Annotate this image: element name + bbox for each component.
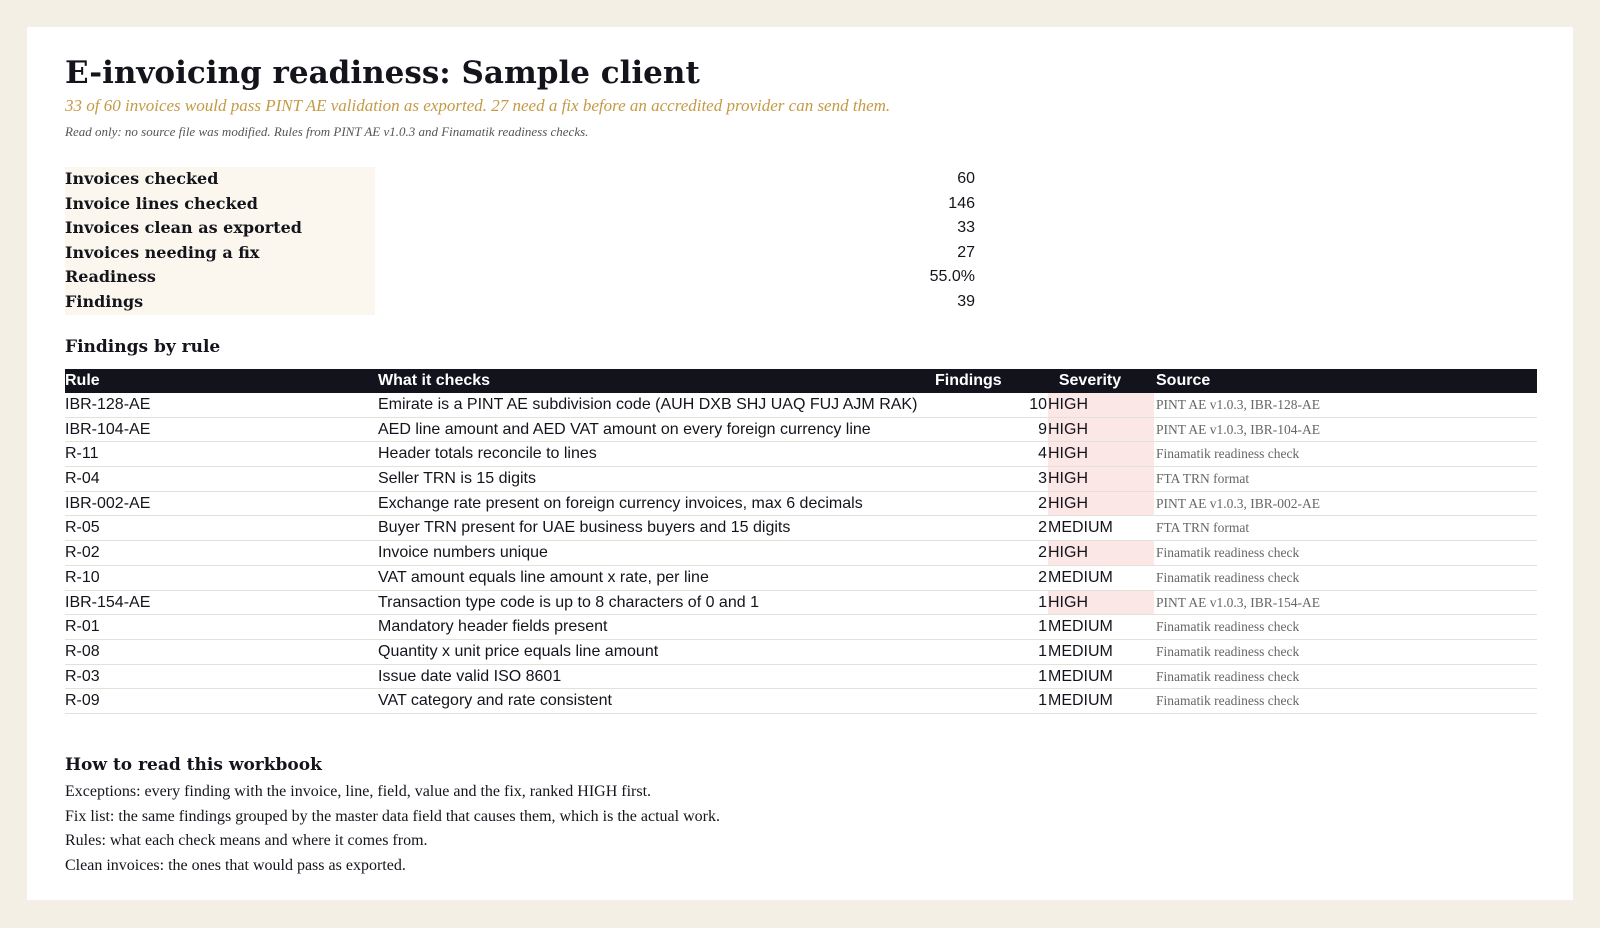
howto-line: Clean invoices: the ones that would pass as exported. <box>65 856 406 874</box>
table-header <box>65 369 1537 393</box>
what-cell: Header totals reconcile to lines <box>378 445 597 463</box>
source-cell: Finamatik readiness check <box>1156 693 1300 709</box>
rule-cell: R-02 <box>65 544 100 562</box>
table-row <box>65 467 1537 492</box>
findings-cell: 1 <box>1038 667 1047 685</box>
table-body <box>65 393 1537 714</box>
column-header-severity: Severity <box>1058 372 1122 389</box>
findings-cell: 1 <box>1038 618 1047 636</box>
summary-label: Invoices needing a fix <box>65 241 375 266</box>
what-cell: Invoice numbers unique <box>378 544 548 562</box>
summary-row <box>65 265 975 290</box>
summary-value: 39 <box>957 292 975 310</box>
rule-cell: R-10 <box>65 568 100 586</box>
column-header-what: What it checks <box>378 372 491 389</box>
rule-cell: R-11 <box>65 445 99 463</box>
rule-cell: R-05 <box>65 519 100 537</box>
findings-cell: 9 <box>1038 420 1047 438</box>
severity-cell: MEDIUM <box>1048 667 1113 685</box>
rule-cell: R-04 <box>65 470 100 488</box>
summary-value: 146 <box>948 194 975 212</box>
report-sheet <box>27 27 1573 900</box>
summary-row <box>65 192 975 217</box>
what-cell: Issue date valid ISO 8601 <box>378 667 562 685</box>
findings-cell: 10 <box>1029 396 1047 413</box>
source-cell: FTA TRN format <box>1156 471 1250 487</box>
rule-cell: IBR-002-AE <box>65 494 151 512</box>
summary-row <box>65 241 975 266</box>
findings-cell: 2 <box>1038 494 1047 512</box>
severity-cell: MEDIUM <box>1048 568 1113 586</box>
severity-cell: HIGH <box>1048 442 1154 466</box>
severity-cell: HIGH <box>1048 492 1154 516</box>
summary-value: 55.0% <box>929 268 975 286</box>
table-row <box>65 689 1537 714</box>
findings-cell: 3 <box>1038 470 1047 488</box>
summary-table <box>65 167 975 315</box>
howto-line: Fix list: the same findings grouped by the master data field that causes them, which is the actual work. <box>65 807 720 825</box>
page-title: E-invoicing readiness: Sample client <box>65 55 700 91</box>
what-cell: VAT category and rate consistent <box>378 692 612 710</box>
source-cell: PINT AE v1.0.3, IBR-104-AE <box>1156 421 1320 437</box>
findings-cell: 1 <box>1038 593 1047 611</box>
what-cell: Quantity x unit price equals line amount <box>378 642 659 660</box>
summary-label: Invoices checked <box>65 167 375 192</box>
severity-cell: HIGH <box>1048 418 1154 442</box>
summary-value: 33 <box>957 219 975 237</box>
source-cell: Finamatik readiness check <box>1156 668 1300 684</box>
what-cell: Mandatory header fields present <box>378 618 608 636</box>
what-cell: Seller TRN is 15 digits <box>378 470 536 488</box>
source-cell: PINT AE v1.0.3, IBR-002-AE <box>1156 495 1320 511</box>
findings-cell: 2 <box>1038 568 1047 586</box>
source-cell: PINT AE v1.0.3, IBR-154-AE <box>1156 594 1320 610</box>
table-row <box>65 492 1537 517</box>
findings-cell: 4 <box>1038 445 1047 463</box>
howto-line: Exceptions: every finding with the invoice, line, field, value and the fix, ranked HIGH first. <box>65 783 652 800</box>
rule-cell: IBR-104-AE <box>65 420 151 438</box>
table-row <box>65 566 1537 591</box>
column-header-rule: Rule <box>65 372 100 389</box>
rule-cell: R-03 <box>65 667 100 685</box>
severity-cell: MEDIUM <box>1048 642 1113 660</box>
rule-cell: IBR-128-AE <box>65 396 151 413</box>
summary-label: Readiness <box>65 265 375 290</box>
source-cell: Finamatik readiness check <box>1156 619 1300 635</box>
table-row <box>65 442 1537 467</box>
table-row <box>65 665 1537 690</box>
summary-row <box>65 167 975 192</box>
what-cell: Exchange rate present on foreign currency invoices, max 6 decimals <box>378 494 863 512</box>
source-cell: Finamatik readiness check <box>1156 643 1300 659</box>
table-row <box>65 541 1537 566</box>
severity-cell: MEDIUM <box>1048 692 1113 710</box>
page-subtitle: 33 of 60 invoices would pass PINT AE validation as exported. 27 need a fix before an accredited provider can send them. <box>65 96 891 115</box>
findings-table <box>65 369 1537 714</box>
summary-value: 60 <box>957 170 975 187</box>
findings-heading: Findings by rule <box>65 337 221 357</box>
severity-cell: HIGH <box>1048 467 1154 491</box>
summary-label: Findings <box>65 290 375 315</box>
table-row <box>65 393 1537 418</box>
rule-cell: R-08 <box>65 642 100 660</box>
source-cell: Finamatik readiness check <box>1156 446 1300 462</box>
column-header-source: Source <box>1156 372 1211 389</box>
source-cell: Finamatik readiness check <box>1156 545 1300 561</box>
rule-cell: IBR-154-AE <box>65 593 151 611</box>
what-cell: VAT amount equals line amount x rate, per line <box>378 568 709 586</box>
howto-section <box>65 754 720 878</box>
rule-cell: R-01 <box>65 618 100 636</box>
summary-value: 27 <box>957 243 975 261</box>
column-header-findings: Findings <box>935 372 1002 389</box>
source-cell: PINT AE v1.0.3, IBR-128-AE <box>1156 397 1320 412</box>
findings-cell: 1 <box>1038 642 1047 660</box>
summary-row <box>65 290 975 315</box>
severity-cell: HIGH <box>1048 393 1154 417</box>
summary-label: Invoices clean as exported <box>65 216 375 241</box>
findings-cell: 2 <box>1038 544 1047 562</box>
howto-heading: How to read this workbook <box>65 755 322 775</box>
severity-cell: HIGH <box>1048 541 1154 565</box>
read-only-note: Read only: no source file was modified. Rules from PINT AE v1.0.3 and Finamatik readiness checks. <box>65 124 589 139</box>
findings-cell: 1 <box>1038 692 1047 710</box>
severity-cell: HIGH <box>1048 591 1154 615</box>
table-row <box>65 591 1537 616</box>
findings-cell: 2 <box>1038 519 1047 537</box>
table-row <box>65 640 1537 665</box>
what-cell: Emirate is a PINT AE subdivision code (AUH DXB SHJ UAQ FUJ AJM RAK) <box>378 396 918 413</box>
source-cell: Finamatik readiness check <box>1156 569 1300 585</box>
table-row <box>65 516 1537 541</box>
summary-row <box>65 216 975 241</box>
source-cell: FTA TRN format <box>1156 520 1250 536</box>
severity-cell: MEDIUM <box>1048 519 1113 537</box>
table-row <box>65 615 1537 640</box>
severity-cell: MEDIUM <box>1048 618 1113 636</box>
rule-cell: R-09 <box>65 692 100 710</box>
summary-label: Invoice lines checked <box>65 192 375 217</box>
table-row <box>65 418 1537 443</box>
what-cell: Buyer TRN present for UAE business buyers and 15 digits <box>378 519 791 537</box>
what-cell: Transaction type code is up to 8 characters of 0 and 1 <box>378 593 759 611</box>
what-cell: AED line amount and AED VAT amount on every foreign currency line <box>378 420 871 438</box>
howto-line: Rules: what each check means and where it comes from. <box>65 832 428 849</box>
